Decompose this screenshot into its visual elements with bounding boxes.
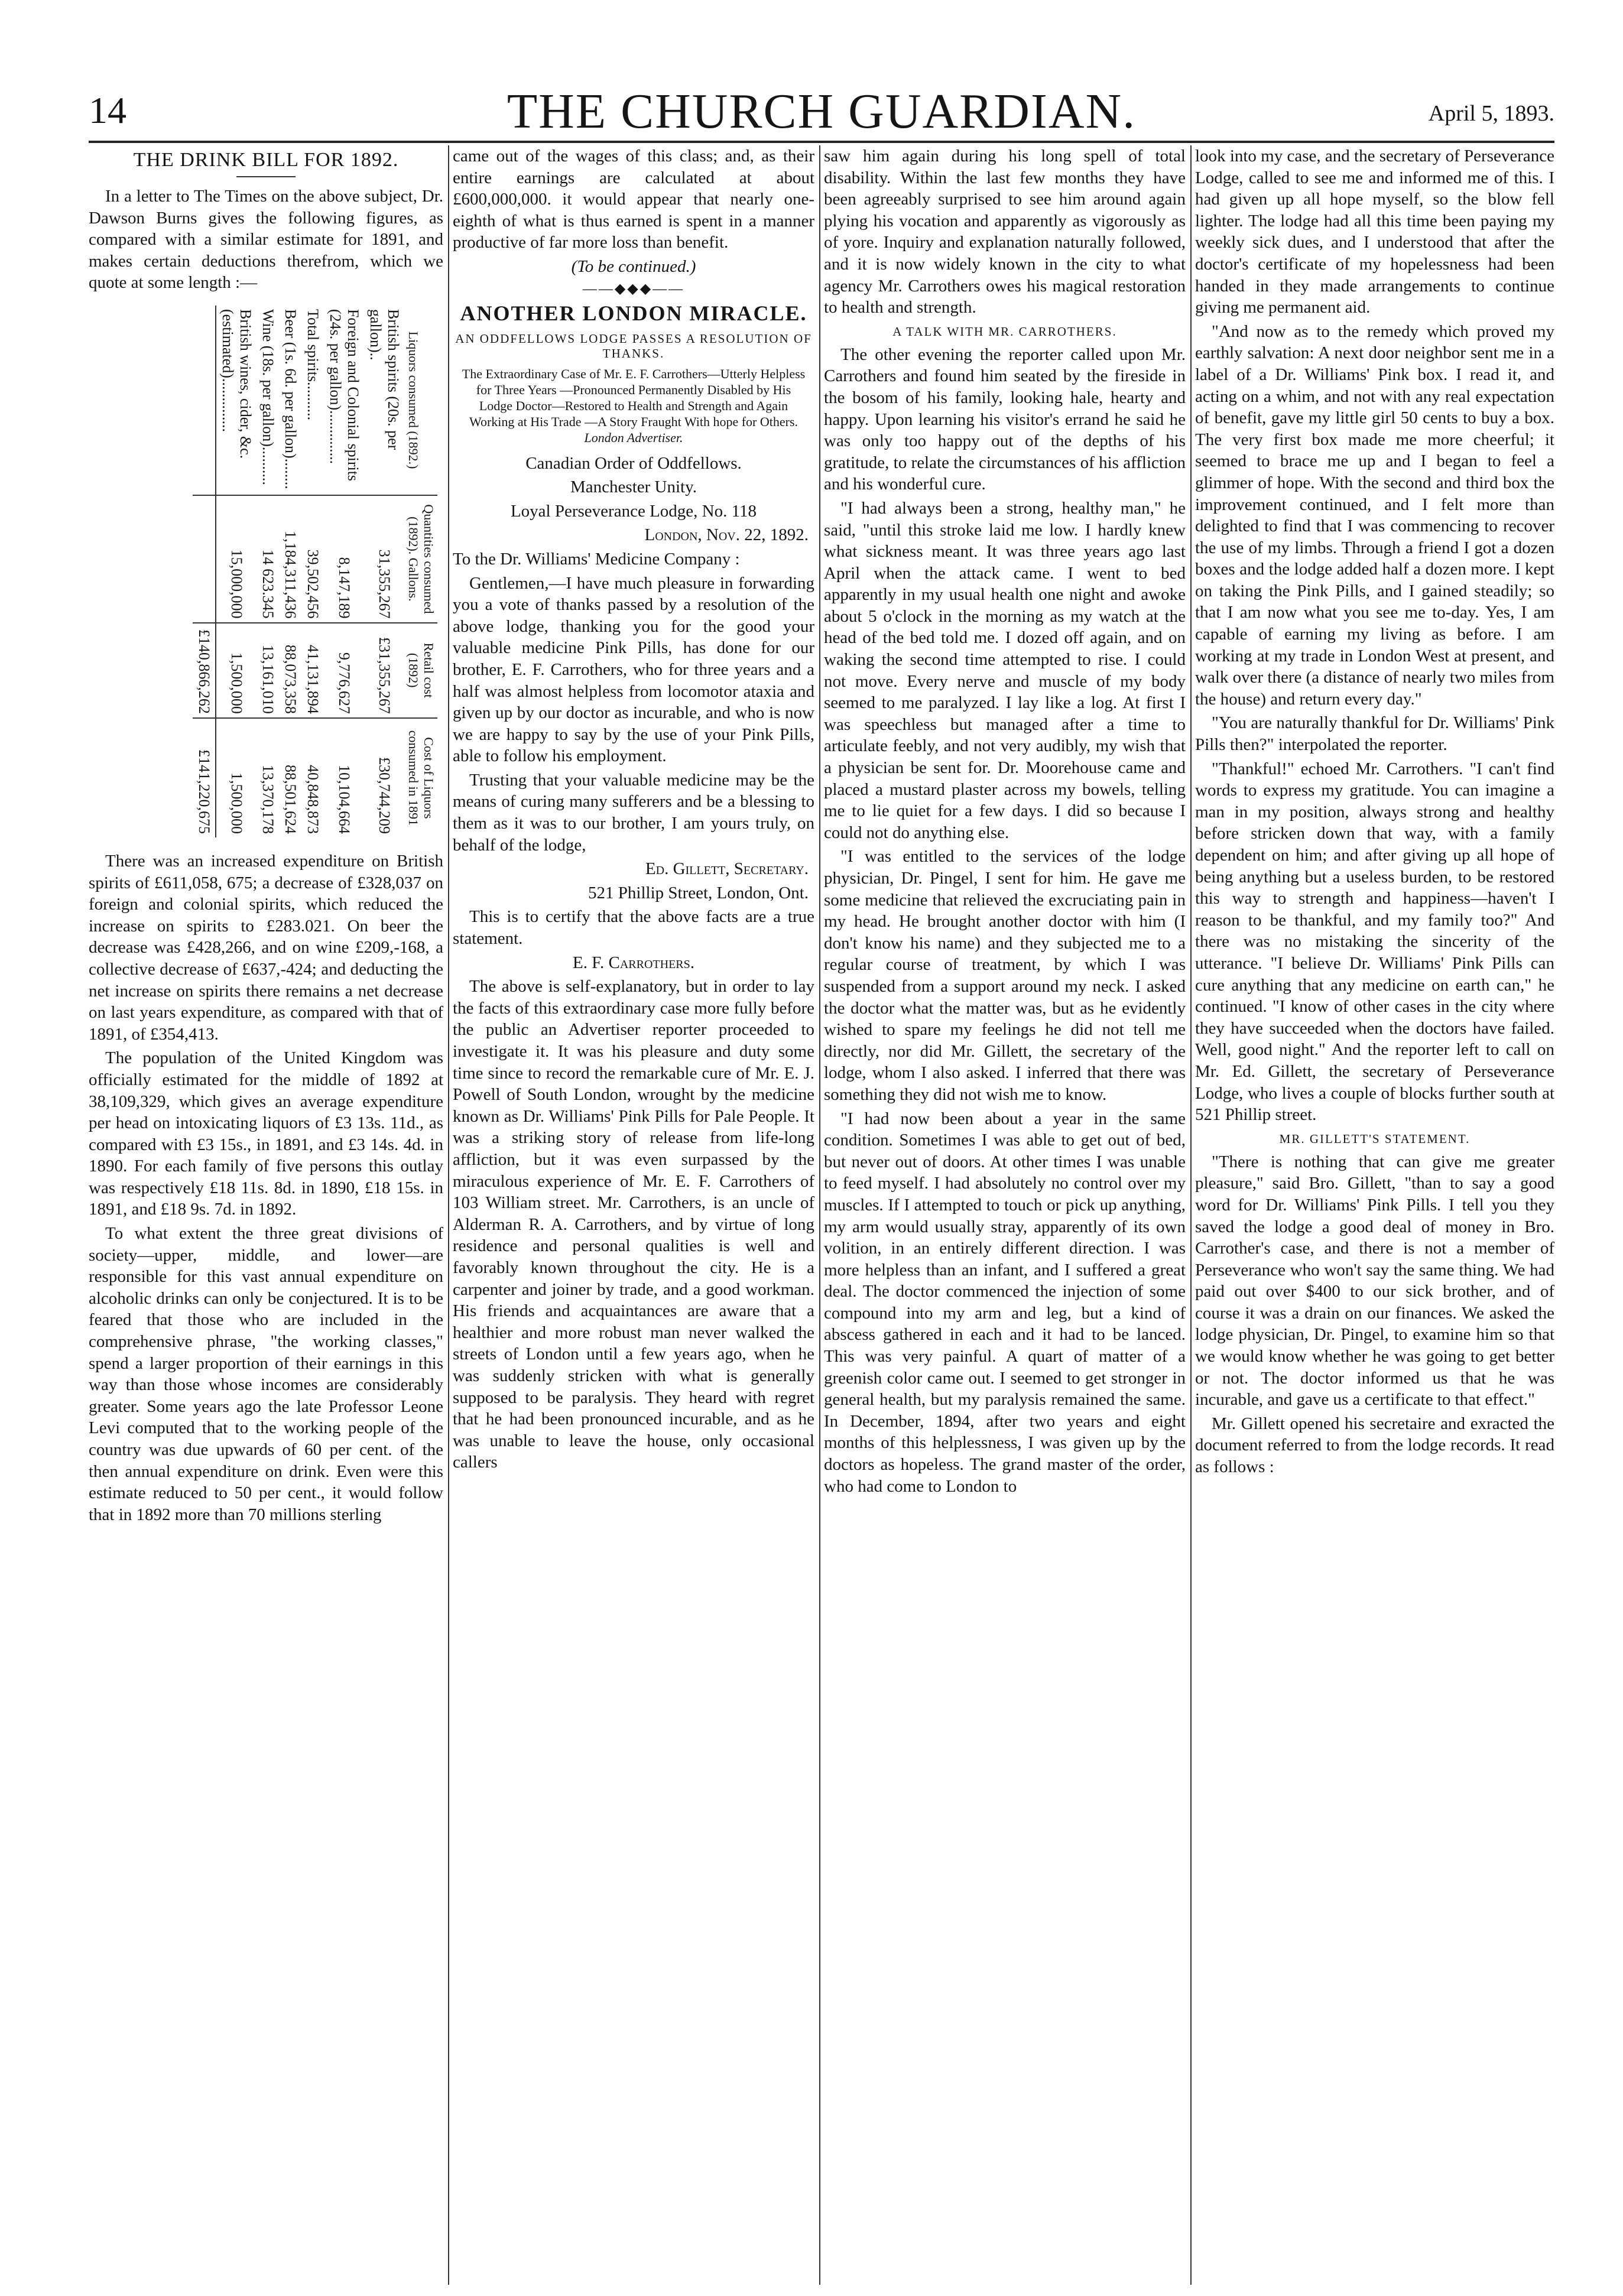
deck-source: London Advertiser. (584, 430, 683, 445)
masthead (89, 83, 1554, 139)
certification-signature: E. F. Carrothers. (572, 953, 695, 972)
cost-1891-cell: 10,104,664 (324, 718, 364, 837)
cost-1892-cell: 13,161,010 (257, 623, 279, 718)
subhead-talk-with-carrothers: A TALK WITH MR. CARROTHERS. (892, 324, 1117, 339)
table-row (279, 306, 301, 837)
letter-address: 521 Phillip Street, London, Ont. (588, 883, 809, 902)
table-row (301, 306, 324, 837)
table-header: Cost of Liquors consumed in 1891 (404, 718, 437, 837)
quantity-cell: 8,147,189 (324, 495, 364, 622)
column-4 (1195, 145, 1554, 2285)
cost-1891-cell: £30,744,209 (364, 718, 404, 837)
letter-addressee: To the Dr. Williams' Medicine Company : (453, 549, 740, 569)
newspaper-title: THE CHURCH GUARDIAN. (507, 84, 1137, 139)
section-ornament: ——◆◆◆—— (582, 281, 685, 297)
table-row (216, 306, 257, 837)
row-label: Beer (1s. 6d. per gallon)........ (282, 308, 299, 489)
article-deck (459, 366, 809, 446)
cost-1891-cell: 88,501,624 (279, 718, 301, 837)
quantity-cell: 14 623.345 (257, 495, 279, 622)
liquor-table-wrapper (89, 300, 443, 843)
column-divider (819, 145, 820, 2285)
letter-paragraph: Trusting that your valuable medicine may be the means of curing many sufferers and be a blessing to them as it was to our brother, I am yours truly, on behalf of the lodge, (453, 770, 814, 855)
article-paragraph: In a letter to The Times on the above subject, Dr. Dawson Burns gives the following figures, as compared with a similar estimate for 1891, and makes certain deductions therefrom, which we quote at some length :— (89, 187, 443, 293)
article-paragraph: look into my case, and the secretary of Perseverance Lodge, called to see me and informed me of this. I had given up all hope myself, so the blow fell lighter. The lodge had all this time been paying my weekly sick dues, and I understood that after the doctor's certificate of my hopelessness had been handed in they made arrangements to continue giving me permanent aid. (1195, 147, 1554, 317)
article-paragraph: "And now as to the remedy which proved my earthly salvation: A next door neighbor sent me in a label of a Dr. Williams' Pink box. I read it, and acting on a whim, and not with any real expectation of benefit, gave my little girl 50 cents to buy a box. The very first box made me more cheerful; it seemed to brace me up and I began to feel a glimmer of hope. With the second and third box the improvement continued, and I felt more than delighted to find that I was commencing to recover the use of my limbs. Through a friend I got a dozen boxes and the lodge added half a dozen more. I kept on taking the Pink Pills, and I gained steadily; so that I am now what you see me to-day. Yes, I am capable of earning my living as before. I am working at my trade in London West at present, and walk over there (a distance of nearly two miles from the house) and return every day." (1195, 321, 1554, 709)
row-label: British spirits (20s. per gallon).. (367, 308, 402, 450)
cost-1892-cell: 41,131,894 (301, 623, 324, 718)
article-paragraph: "I was entitled to the services of the lodge physician, Dr. Pingel, I sent for him. He gave me some medicine that relieved the excruciating pain in my head. He brought another doctor with him (I don't know his name) and they subjected me to a regular course of treatment, by which I was suspended from a support around my neck. I asked the doctor what the matter was, but as he evidently wished to spare my feelings he did not tell me directly, nor did Mr. Gillett, the secretary of the lodge, whom I also asked. I inferred that there was something they did not wish me to know. (824, 847, 1186, 1104)
deck-text: The Extraordinary Case of Mr. E. F. Carrothers—Utterly Helpless for Three Years —Pronounced Permanently Disabled by His Lodge Doctor—Restored to Health and Strength and Again Working at His Trade —A Story Fraught With hope for Others. (462, 366, 806, 429)
quantity-cell: 39,502,456 (301, 495, 324, 622)
quantity-cell: 31,355,267 (364, 495, 404, 622)
letter-heading-line: Loyal Perseverance Lodge, No. 118 (510, 501, 757, 521)
cost-1891-cell: 13,370,178 (257, 718, 279, 837)
row-label: Total spirits.......... (304, 308, 322, 421)
article-paragraph: To what extent the three great divisions of society—upper, middle, and lower—are responsible for this vast annual expenditure on alcoholic drinks can only be conjectured. It is to be feared that those who are included in the comprehensive phrase, "the working classes," spend a larger proportion of their earnings in this way than those whose incomes are considerably greater. Some years ago the late Professor Leone Levi computed that to the working people of the country was due upwards of 60 per cent. of the then annual expenditure on drink. Even were this estimate reduced to 50 per cent., it would follow that in 1892 more than 70 millions sterling (89, 1224, 443, 1524)
subhead-gillett-statement: MR. GILLETT'S STATEMENT. (1279, 1131, 1471, 1146)
cost-1892-cell: 88,073,358 (279, 623, 301, 718)
column-divider (1190, 145, 1192, 2285)
cost-1892-cell: 9,776,627 (324, 623, 364, 718)
quantity-cell: 15,000,000 (216, 495, 257, 622)
article-paragraph: The above is self-explanatory, but in order to lay the facts of this extraordinary case more fully before the public an Advertiser reporter proceeded to investigate it. It was his pleasure and duty some time since to record the remarkable cure of Mr. E. J. Powell of South London, wrought by the medicine known as Dr. Williams' Pink Pills for Pale People. It was a striking story of release from life-long affliction, but it was even surpassed by the miraculous experience of Mr. E. F. Carrothers of 103 William street. Mr. Carrothers, is an uncle of Alderman R. A. Carrothers, and by virtue of long residence and personal qualities is well and favorably known throughout the city. He is a carpenter and joiner by trade, and a good workman. His friends and acquaintances are aware that a healthier and more robust man never walked the streets of London until a few years ago, when he was suddenly stricken with what is generally supposed to be paralysis. They heard with regret that he had been pronounced incurable, and as he was unable to leave the house, only occasional callers (453, 977, 814, 1472)
quantity-cell: 1,184,311,436 (279, 495, 301, 622)
letter-paragraph: Gentlemen,—I have much pleasure in forwarding you a vote of thanks passed by a resolution of the above lodge, thanking you for the good your valuable medicine Pink Pills, has done for our brother, E. F. Carrothers, who for three years and a half was almost helpless from locomotor ataxia and given up by our doctor as incurable, and who is now we are happy to say by the use of your Pink Pills, able to follow his employment. (453, 573, 814, 766)
article-title-drink-bill: THE DRINK BILL FOR 1892. (133, 149, 399, 171)
article-paragraph: Mr. Gillett opened his secretaire and exracted the document referred to from the lodge records. It read as follows : (1195, 1414, 1554, 1477)
cost-1892-cell: £31,355,267 (364, 623, 404, 718)
article-paragraph: saw him again during his long spell of total disability. Within the last few months they have been agreeably surprised to see him around again plying his vocation and apparently as vigorously as of yore. Inquiry and explanation naturally followed, and it is now widely known in the city to what agency Mr. Carrothers owes his magical restoration to health and strength. (824, 147, 1186, 317)
article-paragraph: "You are naturally thankful for Dr. Williams' Pink Pills then?" interpolated the reporter. (1195, 713, 1554, 755)
letter-signature: Ed. Gillett, Secretary. (645, 859, 809, 879)
letter-heading-line: Canadian Order of Oddfellows. (525, 453, 742, 473)
issue-date: April 5, 1893. (1428, 101, 1554, 126)
table-total-row (193, 306, 216, 837)
article-paragraph: "I had always been a strong, healthy man," he said, "until this stroke laid me low. I hardly knew what sickness meant. It was three years ago last April when the attack came. I went to bed apparently in my usual health one night and awoke about 5 o'clock in the morning as my watch at the head of the bed told me. I dozed off again, and on waking the second time attempted to rise. I could not move. Every nerve and muscle of my body seemed to me paralyzed. I lay like a log. At first I was speechless but managed after a time to articulate feebly, and not very audibly, my wish that a physician be sent for. Dr. Moorehouse came and placed a mustard plaster across my bowels, telling me to lie quiet for a few days. I did so because I could not do anything else. (824, 498, 1186, 842)
article-paragraph: The population of the United Kingdom was officially estimated for the middle of 1892 at 38,109,329, which gives an average expenditure per head on intoxicating liquors of £3 13s. 11d., as compared with £3 15s., in 1891, and £3 14s. 4d. in 1890. For each family of five persons this outlay was respectively £18 11s. 8d. in 1890, £18 15s. in 1891, and £18 9s. 7d. in 1892. (89, 1048, 443, 1219)
article-paragraph: The other evening the reporter called upon Mr. Carrothers and found him seated by the fireside in the bosom of his family, looking hale, hearty and happy. Upon learning his visitor's errand he said he was only too happy out of the depths of his gratitude, to relate the circumstances of his affliction and his wonderful cure. (824, 345, 1186, 494)
table-header: Quantities consumed (1892). Gallons. (404, 495, 437, 622)
table-header: Retail cost (1892) (404, 623, 437, 718)
header-rule (89, 141, 1554, 143)
article-paragraph: "There is nothing that can give me greater pleasure," said Bro. Gillett, "than to say a good word for Dr. Williams' Pink Pills. I tell you they saved the lodge a good deal of money in Bro. Carrother's case, and there is not a member of Perseverance who won't say the same thing. We had paid out over $400 to our sick brother, and of course it was a drain on our finances. We asked the lodge physician, Dr. Pingel, to examine him so that we would know whether he was going to get better or not. The doctor informed us that he was incurable, and gave us a certificate to that effect." (1195, 1152, 1554, 1410)
to-be-continued-note: (To be continued.) (571, 256, 696, 276)
article-paragraph: There was an increased expenditure on British spirits of £611,058, 675; a decrease of £328,037 on foreign and colonial spirits, which reduced the increase on spirits to £283.021. On beer the decrease was £428,266, and on wine £209,-168, a collective decrease of £637,-424; and deducting the net increase on spirits there remains a net decrease on last years expenditure, as compared with that of 1891, of £354,413. (89, 851, 443, 1044)
article-paragraph: came out of the wages of this class; and, as their entire earnings are calculated at about £600,000,000. it would appear that nearly one-eighth of what is thus earned is spent in a manner productive of far more loss than benefit. (453, 147, 814, 252)
column-2 (453, 145, 814, 2285)
column-divider (448, 145, 449, 2285)
title-rule (236, 176, 296, 177)
table-row (364, 306, 404, 837)
cost-1891-cell: 40,848,873 (301, 718, 324, 837)
cost-1892-cell: 1,500,000 (216, 623, 257, 718)
total-cost-1891: £141,220,675 (193, 718, 216, 837)
certification-text: This is to certify that the above facts are a true statement. (453, 907, 814, 949)
table-row (257, 306, 279, 837)
letter-date: London, Nov. 22, 1892. (644, 525, 809, 545)
table-header: Liquors consumed (1892.) (406, 331, 421, 469)
row-label: Wine (18s. per gallon).......... (259, 308, 277, 485)
table-row (324, 306, 364, 837)
article-paragraph: "Thankful!" echoed Mr. Carrothers. "I can't find words to express my gratitude. You can imagine a man in my position, always strong and healthy before stricken down that way, with a family dependent on him; and after giving up all hope of being anything but a useless burden, to be restored this way to strength and happiness—haven't I reason to be thankful, and my family too?" And there was no mistaking the sincerity of the utterance. "I believe Dr. Williams' Pink Pills can cure anything that any medicine on earth can," he continued. "I know of other cases in the city where they have succeeded when the doctors have failed. Well, good night." And the reporter left to call on Mr. Ed. Gillett, the secretary of Perseverance Lodge, who lives a couple of blocks further south at 521 Phillip street. (1195, 759, 1554, 1125)
column-3 (824, 145, 1186, 2285)
letter-heading-line: Manchester Unity. (570, 478, 697, 497)
liquor-consumption-table (193, 306, 437, 837)
article-paragraph: "I had now been about a year in the same condition. Sometimes I was able to get out of bed, but never out of doors. At other times I was unable to feed myself. I had absolutely no control over my muscles. If I attempted to touch or pick up anything, my arm would usually stray, apparently of its own volition, in an entirely different direction. I was more helpless than an infant, and I suffered a great deal. The doctor commenced the injection of some compound into my arm and leg, but a kind of abscess gathered in each and it had to be lanced. This was very painful. A quart of matter of a greenish color came out. I seemed to get stronger in general health, but my paralysis remained the same. In December, 1894, after two years and eight months of this helplessness, I was given up by the doctors as hopeless. The grand master of the order, who had come to London to (824, 1109, 1186, 1496)
total-cost-1892: £140,866,262 (193, 623, 216, 718)
cost-1891-cell: 1,500,000 (216, 718, 257, 837)
column-1 (89, 145, 443, 2285)
row-label: Foreign and Colonial spirits (24s. per gallon).............. (327, 308, 362, 482)
subhead-oddfellows: AN ODDFELLOWS LODGE PASSES A RESOLUTION OF THANKS. (455, 331, 812, 361)
page-number: 14 (89, 89, 126, 131)
row-label: British wines, cider, &c. (estimated).............. (219, 308, 254, 459)
headline-london-miracle: ANOTHER LONDON MIRACLE. (460, 301, 807, 325)
